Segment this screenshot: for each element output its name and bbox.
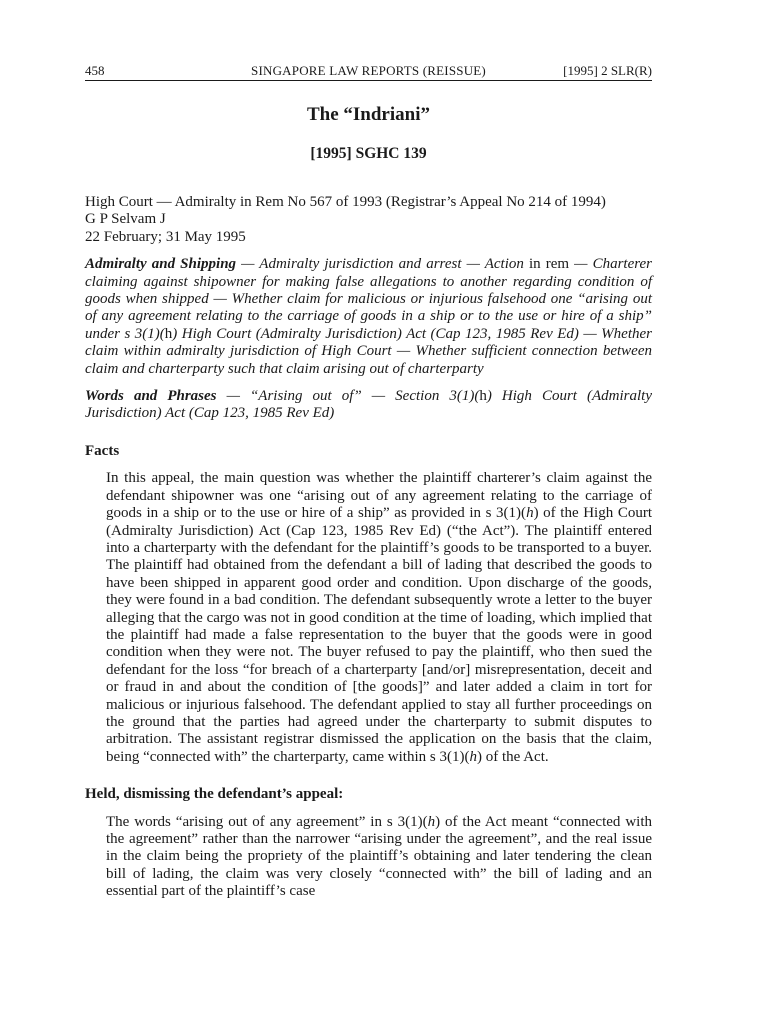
paragraph-letter: h xyxy=(427,813,436,830)
running-header xyxy=(85,62,652,81)
catchword-in-rem: in rem xyxy=(523,256,575,273)
case-title: The “Indriani” xyxy=(306,104,430,125)
facts-heading: Facts xyxy=(85,442,120,459)
catchword-subject: Words and Phrases xyxy=(85,388,217,405)
catchword-text: ) High Court (Admiralty Jurisdiction) Act (Cap 123, 1985 Rev Ed) — Whether claim within admiralty jurisdiction of High Court — Whether sufficient connection between claim and charterparty such that claim arising out of charterparty xyxy=(85,325,652,377)
journal-name: SINGAPORE LAW REPORTS (REISSUE) xyxy=(251,63,486,78)
held-heading: Held, dismissing the defendant’s appeal: xyxy=(85,786,344,803)
neutral-citation: [1995] SGHC 139 xyxy=(310,145,427,162)
page-number: 458 xyxy=(85,63,105,78)
catchwords-words-phrases xyxy=(85,388,652,423)
judge-line: G P Selvam J xyxy=(85,211,166,228)
catchwords-admiralty xyxy=(85,256,652,378)
held-text: The words “arising out of any agreement” in s 3(1)( xyxy=(106,813,428,830)
catchword-paragraph-letter: h xyxy=(164,325,173,342)
facts-text: ) of the High Court (Admiralty Jurisdiction) Act (Cap 123, 1985 Rev Ed) (“the Act”). The plaintiff entered into a charterparty with the defendant for the plaintiff’s goods to be transported to a buyer. The plaintiff had obtained from the defendant a bill of lading that described the goods to have been shipped in apparent good order and condition. Upon discharge of the goods, they were found in a bad condition. The defendant subsequently wrote a letter to the buyer alleging that the cargo was not in good condition at the time of loading, which implied that the plaintiff had made a false representation to the buyer that the goods were in good condition when they were not. The buyer refused to pay the plaintiff, who then sued the defendant for the loss “for breach of a charterparty [and/or] misrepresentation, deceit and or fraud in and about the condition of [the goods]” and later added a claim in tort for malicious or injurious falsehood. The defendant applied to stay all further proceedings on the ground that the parties had agreed under the charterparty to submit disputes to arbitration. The assistant registrar dismissed the application on the basis that the claim, being “connected with” the charterparty, came within s 3(1)( xyxy=(106,505,653,765)
body-text xyxy=(85,194,652,901)
catchword-text: — Charterer claiming against shipowner for making false allegations to another regarding condition of goods when shipped — Whether claim for malicious or injurious falsehood one “arising out of any agreement relating to the carriage of goods in a ship or to the use or hire of a ship” under s 3(1)( xyxy=(85,256,653,342)
held-paragraph xyxy=(106,814,652,901)
catchword-text: ) High Court (Admiralty Jurisdiction) Act (Cap 123, 1985 Rev Ed) xyxy=(85,388,652,422)
facts-text: In this appeal, the main question was whether the plaintiff charterer’s claim against the defendant shipowner was one “arising out of any agreement relating to the carriage of goods in a ship or to the use or hire of a ship” as provided in s 3(1)( xyxy=(106,470,652,522)
facts-paragraph xyxy=(106,470,652,766)
report-citation: [1995] 2 SLR(R) xyxy=(563,63,652,78)
paragraph-letter: h xyxy=(469,748,477,765)
dates-line: 22 February; 31 May 1995 xyxy=(85,228,246,245)
court-line: High Court — Admiralty in Rem No 567 of 1993 (Registrar’s Appeal No 214 of 1994) xyxy=(85,194,606,210)
catchword-text: — Admiralty jurisdiction and arrest — Action xyxy=(236,256,524,273)
paragraph-letter: h xyxy=(526,505,534,522)
catchword-paragraph-letter: h xyxy=(479,388,487,405)
facts-text: ) of the Act. xyxy=(476,748,549,765)
catchword-subject: Admiralty and Shipping xyxy=(85,256,237,273)
catchword-text: — “Arising out of” — Section 3(1)( xyxy=(216,388,480,405)
held-text: ) of the Act meant “connected with the agreement” rather than the narrower “arising under the agreement”, and the real issue in the claim being the propriety of the plaintiff’s obtaining and later tendering the clean bill of lading, the claim was very closely “connected with” the bill of lading and an essential part of the plaintiff’s case xyxy=(106,813,652,900)
